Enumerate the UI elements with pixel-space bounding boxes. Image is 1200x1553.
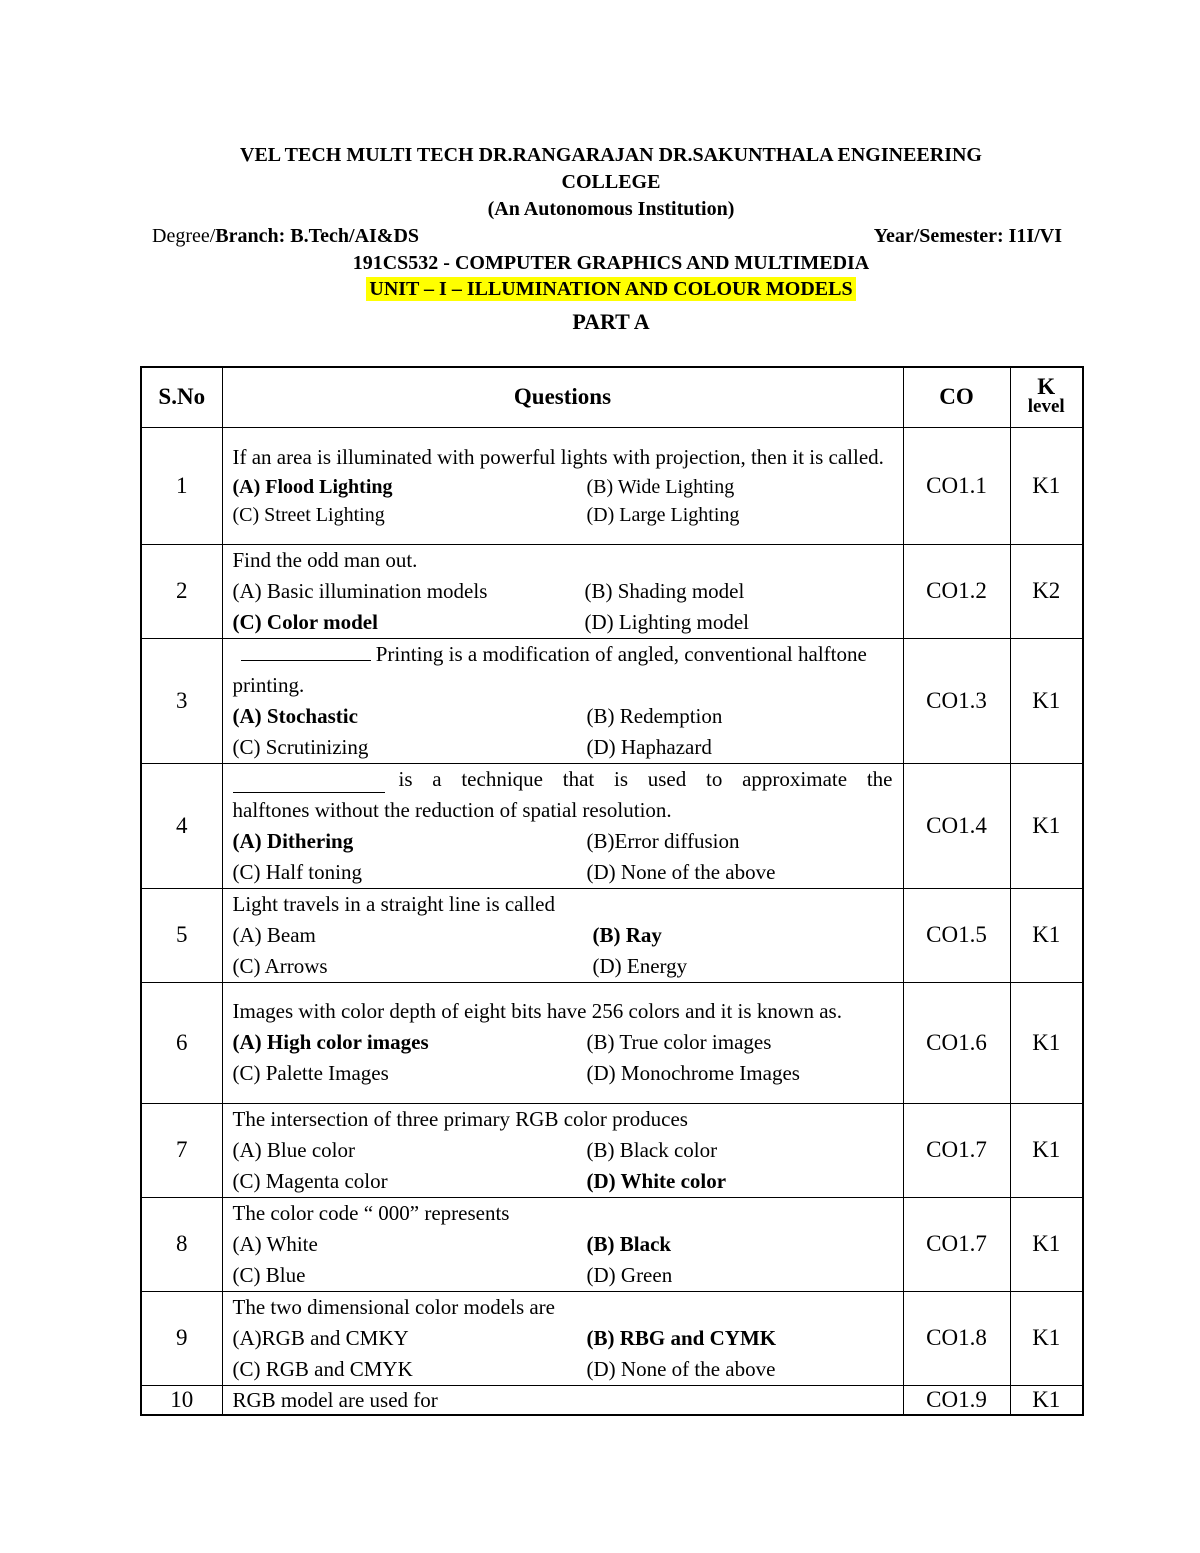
option-c: (C) Palette Images — [232, 1061, 389, 1085]
option-a: (A) Flood Lighting — [232, 476, 393, 498]
options-grid — [233, 1323, 893, 1385]
option-c: (C) Street Lighting — [232, 504, 385, 526]
degree-year-row — [140, 223, 1082, 250]
row-sno: 9 — [141, 1291, 222, 1385]
course-title: 191CS532 - COMPUTER GRAPHICS AND MULTIMEDIA — [352, 252, 870, 274]
fill-blank — [233, 772, 385, 793]
option-b: (B) Black color — [586, 1137, 718, 1162]
option-b: (B) Redemption — [586, 703, 723, 728]
question-stem-line2: halftones without the reduction of spatial resolution. — [232, 797, 672, 822]
question-cell — [222, 1291, 903, 1385]
table-row — [141, 1291, 1083, 1385]
row-k-level: K1 — [1010, 1291, 1083, 1385]
header-sno: S.No — [141, 367, 222, 427]
option-a: (A) Basic illumination models — [232, 578, 488, 603]
question-stem — [233, 639, 893, 701]
row-co: CO1.6 — [903, 982, 1010, 1103]
option-c: (C) RGB and CMYK — [232, 1356, 413, 1381]
college-name-line1: VEL TECH MULTI TECH DR.RANGARAJAN DR.SAKUNTHALA ENGINEERING — [240, 144, 982, 166]
row-co: CO1.2 — [903, 544, 1010, 638]
question-stem: If an area is illuminated with powerful lights with projection, then it is called. — [232, 445, 884, 469]
option-d: (D) None of the above — [586, 1356, 776, 1381]
year-semester: Year/Semester: I1I/VI — [873, 225, 1062, 247]
option-a: (A) High color images — [232, 1030, 429, 1054]
row-co: CO1.5 — [903, 888, 1010, 982]
question-stem: The color code “ 000” represents — [232, 1200, 510, 1225]
option-b: (B) Black — [586, 1231, 672, 1256]
option-c: (C) Color model — [232, 609, 378, 634]
question-cell — [222, 1197, 903, 1291]
option-a: (A) Beam — [232, 922, 316, 947]
question-stem: The two dimensional color models are — [232, 1294, 555, 1319]
option-b: (B) RBG and CYMK — [586, 1325, 777, 1350]
options-grid — [233, 1229, 893, 1291]
option-c: (C) Blue — [232, 1262, 306, 1287]
options-grid — [233, 920, 893, 982]
header-level: level — [1027, 396, 1065, 418]
row-k-level: K1 — [1010, 982, 1083, 1103]
option-a: (A) Dithering — [232, 828, 354, 853]
row-sno: 7 — [141, 1103, 222, 1197]
question-stem-line1: is a technique that is used to approximate the — [398, 766, 893, 791]
option-c: (C) Magenta color — [232, 1168, 388, 1193]
options-grid — [233, 701, 893, 763]
document-header — [140, 142, 1082, 337]
row-k-level: K1 — [1010, 1385, 1083, 1415]
table-row — [141, 982, 1083, 1103]
question-stem: RGB model are used for — [232, 1387, 438, 1412]
question-cell — [222, 544, 903, 638]
row-co: CO1.7 — [903, 1197, 1010, 1291]
degree-value: Branch: B.Tech/AI&DS — [215, 225, 420, 247]
degree-label: Degree/ — [152, 225, 216, 247]
row-sno: 3 — [141, 638, 222, 763]
question-stem: Find the odd man out. — [232, 547, 418, 572]
row-co: CO1.9 — [903, 1385, 1010, 1415]
row-k-level: K1 — [1010, 763, 1083, 888]
option-b: (B)Error diffusion — [586, 828, 740, 853]
option-d: (D) Lighting model — [584, 609, 749, 634]
option-a: (A)RGB and CMKY — [232, 1325, 409, 1350]
table-header-row — [141, 367, 1083, 427]
row-sno: 10 — [141, 1385, 222, 1415]
option-a: (A) White — [232, 1231, 318, 1256]
college-name-line2: COLLEGE — [561, 171, 661, 193]
option-d: (D) Energy — [592, 953, 688, 978]
degree-branch — [152, 223, 419, 250]
option-c: (C) Scrutinizing — [232, 734, 369, 759]
table-row — [141, 763, 1083, 888]
table-row — [141, 544, 1083, 638]
question-stem: Light travels in a straight line is called — [232, 891, 555, 916]
options-grid — [233, 576, 893, 638]
row-sno: 1 — [141, 427, 222, 544]
part-title: PART A — [572, 309, 650, 334]
question-cell — [222, 1385, 903, 1415]
option-d: (D) Green — [586, 1262, 673, 1287]
option-d: (D) None of the above — [586, 859, 776, 884]
option-b: (B) Shading model — [584, 578, 745, 603]
header-k-level — [1010, 367, 1083, 427]
row-sno: 4 — [141, 763, 222, 888]
questions-table — [140, 366, 1084, 1416]
row-k-level: K1 — [1010, 1197, 1083, 1291]
option-b: (B) Ray — [592, 922, 662, 947]
question-stem-text: Printing is a modification of angled, conventional halftone printing. — [232, 641, 867, 697]
table-row — [141, 427, 1083, 544]
row-sno: 5 — [141, 888, 222, 982]
autonomous-label: (An Autonomous Institution) — [487, 198, 735, 220]
option-d: (D) Haphazard — [586, 734, 712, 759]
question-stem — [233, 764, 893, 795]
option-c: (C) Arrows — [232, 953, 328, 978]
options-grid — [233, 826, 893, 888]
option-c: (C) Half toning — [232, 859, 362, 884]
table-row — [141, 1385, 1083, 1415]
header-k: K — [1037, 374, 1056, 400]
header-questions: Questions — [222, 367, 903, 427]
table-row — [141, 638, 1083, 763]
row-co: CO1.4 — [903, 763, 1010, 888]
row-co: CO1.8 — [903, 1291, 1010, 1385]
option-a: (A) Blue color — [232, 1137, 355, 1162]
question-cell — [222, 763, 903, 888]
table-row — [141, 1103, 1083, 1197]
row-co: CO1.7 — [903, 1103, 1010, 1197]
options-grid — [233, 473, 893, 529]
option-d: (D) Large Lighting — [586, 504, 740, 526]
option-b: (B) True color images — [586, 1030, 772, 1054]
table-row — [141, 888, 1083, 982]
row-sno: 6 — [141, 982, 222, 1103]
row-sno: 8 — [141, 1197, 222, 1291]
question-stem: The intersection of three primary RGB color produces — [232, 1106, 688, 1131]
row-k-level: K1 — [1010, 638, 1083, 763]
options-grid — [233, 1135, 893, 1197]
row-co: CO1.3 — [903, 638, 1010, 763]
question-cell — [222, 427, 903, 544]
row-k-level: K2 — [1010, 544, 1083, 638]
question-cell — [222, 638, 903, 763]
row-co: CO1.1 — [903, 427, 1010, 544]
header-co: CO — [903, 367, 1010, 427]
row-k-level: K1 — [1010, 1103, 1083, 1197]
option-d: (D) White color — [586, 1168, 727, 1193]
option-b: (B) Wide Lighting — [586, 476, 735, 498]
question-cell — [222, 1103, 903, 1197]
question-cell — [222, 888, 903, 982]
options-grid — [233, 1027, 893, 1089]
question-stem: Images with color depth of eight bits have 256 colors and it is known as. — [232, 999, 842, 1023]
table-row — [141, 1197, 1083, 1291]
fill-blank — [241, 640, 371, 661]
row-k-level: K1 — [1010, 427, 1083, 544]
unit-title: UNIT – I – ILLUMINATION AND COLOUR MODELS — [366, 277, 855, 301]
option-a: (A) Stochastic — [232, 703, 358, 728]
question-cell — [222, 982, 903, 1103]
option-d: (D) Monochrome Images — [586, 1061, 800, 1085]
row-k-level: K1 — [1010, 888, 1083, 982]
row-sno: 2 — [141, 544, 222, 638]
